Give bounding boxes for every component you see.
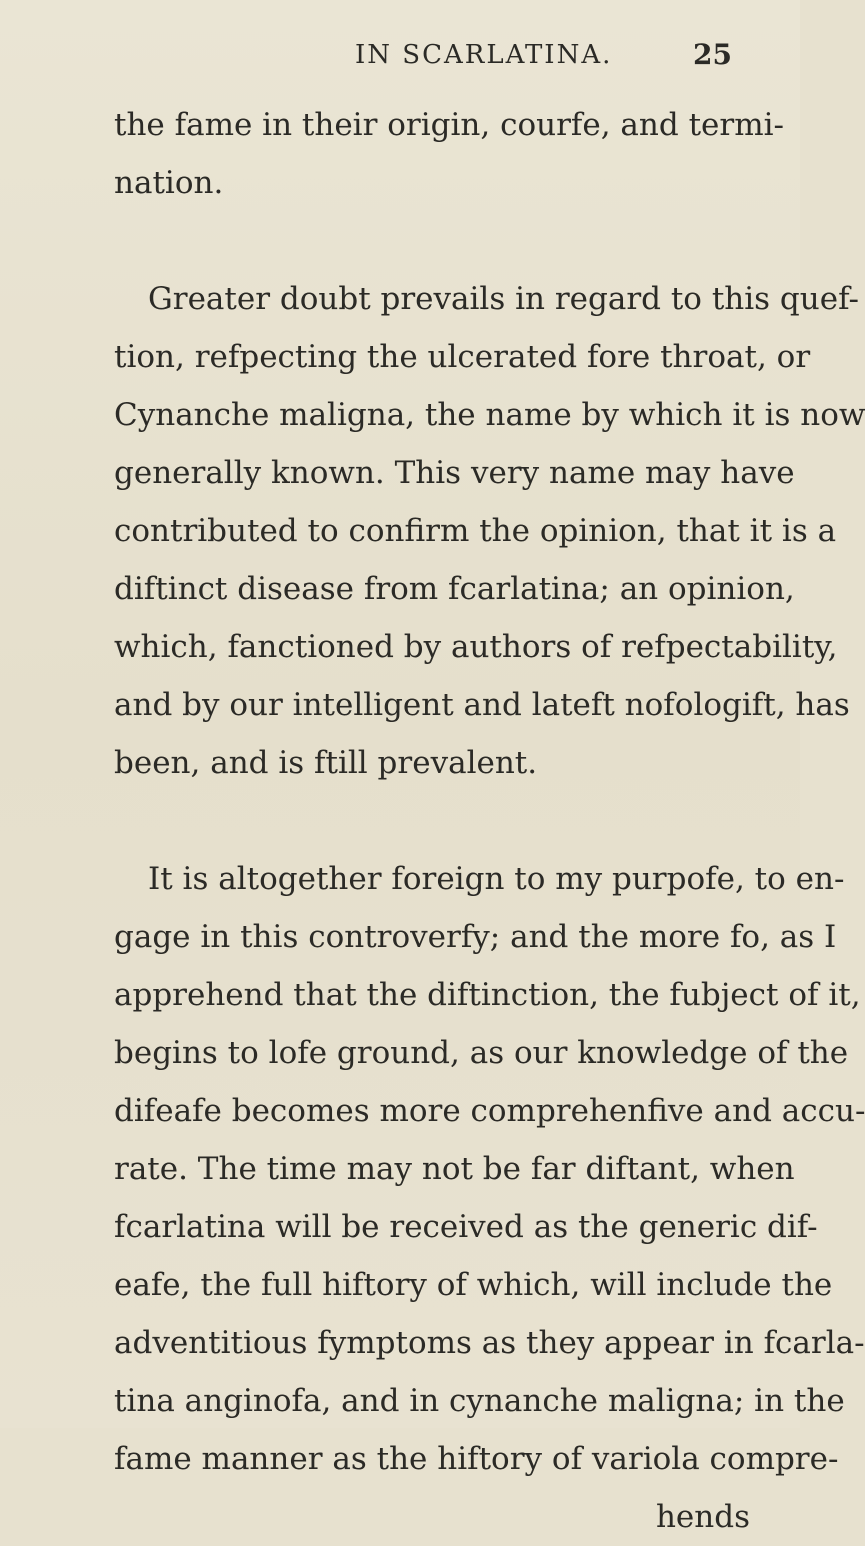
catchword: hends xyxy=(655,1499,750,1535)
text-line: fcarlatina will be received as the generic dif- xyxy=(114,1209,818,1245)
text-line: rate. The time may not be far diftant, when xyxy=(114,1151,795,1187)
paragraph-gap xyxy=(114,792,750,850)
text-line: tion, refpecting the ulcerated fore throat, or xyxy=(114,339,811,375)
body-text xyxy=(114,96,865,1546)
text-line: begins to lofe ground, as our knowledge of the xyxy=(114,1035,849,1071)
paragraph xyxy=(114,96,784,212)
text-line: contributed to confirm the opinion, that it is a xyxy=(114,513,837,549)
text-line: nation. xyxy=(114,165,224,201)
text-line: apprehend that the diftinction, the fubject of it, xyxy=(114,977,861,1013)
text-line: Greater doubt prevails in regard to this quef- xyxy=(148,281,859,317)
text-line: adventitious fymptoms as they appear in fcarla- xyxy=(114,1325,865,1361)
text-line: It is altogether foreign to my purpofe, to en- xyxy=(148,861,845,897)
text-line: been, and is ftill prevalent. xyxy=(114,745,538,781)
text-line: tina anginofa, and in cynanche maligna; in the xyxy=(114,1383,845,1419)
text-line: gage in this controverfy; and the more fo, as I xyxy=(114,919,837,955)
page-number: 25 xyxy=(693,38,732,71)
text-line: generally known. This very name may have xyxy=(114,455,795,491)
text-line: difeafe becomes more comprehenfive and accu- xyxy=(114,1093,865,1129)
text-line: which, fanctioned by authors of refpectability, xyxy=(114,629,838,665)
paragraph-gap xyxy=(114,212,750,270)
text-line: Cynanche maligna, the name by which it is now xyxy=(114,397,865,433)
running-head: IN SCARLATINA. xyxy=(355,40,613,70)
text-line: the fame in their origin, courfe, and termi- xyxy=(114,107,784,143)
text-line: diftinct disease from fcarlatina; an opinion, xyxy=(114,571,795,607)
text-line: and by our intelligent and lateft nofologift, has xyxy=(114,687,850,723)
paragraph xyxy=(114,850,865,1546)
text-line: eafe, the full hiftory of which, will include the xyxy=(114,1267,833,1303)
text-line: fame manner as the hiftory of variola compre- xyxy=(114,1441,839,1477)
paragraph xyxy=(114,270,865,792)
